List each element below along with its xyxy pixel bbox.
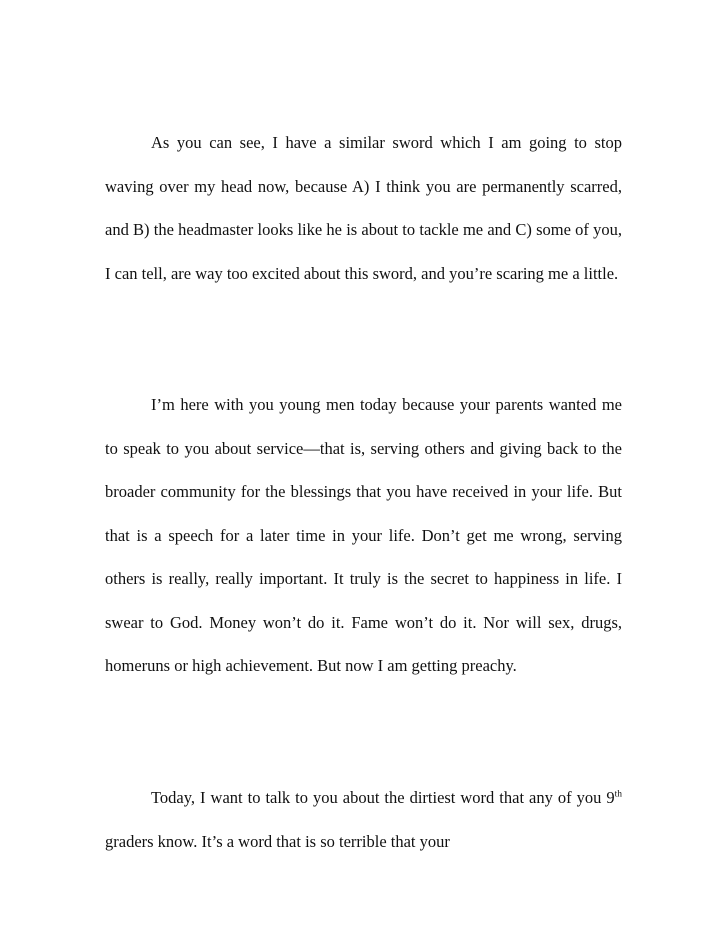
paragraph-3 — [105, 776, 622, 863]
paragraph-3-text-before: Today, I want to talk to you about the dirtiest word that any of you 9 — [151, 788, 615, 807]
paragraph-1: As you can see, I have a similar sword which I am going to stop waving over my head now, because A) I think you are permanently scarred, and B) the headmaster looks like he is about to tackle me and C) some of you, I can tell, are way too excited about this sword, and you’re scaring me a little. — [105, 133, 622, 283]
ordinal-superscript: th — [614, 789, 622, 800]
paragraph-2: I’m here with you young men today because your parents wanted me to speak to you about service—that is, serving others and giving back to the broader community for the blessings that you have received in your life. But that is a speech for a later time in your life. Don’t get me wrong, serving others is really, really important. It truly is the secret to happiness in life. I swear to God. Money won’t do it. Fame won’t do it. Nor will sex, drugs, homeruns or high achievement. But now I am getting preachy. — [105, 395, 622, 675]
paragraph-3-text-after: graders know. It’s a word that is so terrible that your — [105, 831, 450, 851]
